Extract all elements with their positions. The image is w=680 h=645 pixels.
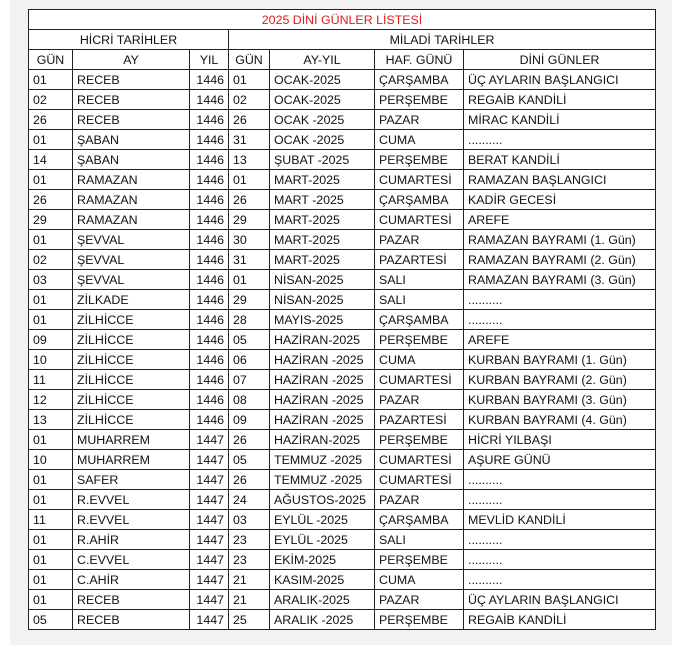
hicri-day-cell: 11 (29, 510, 73, 530)
month-year-cell: AĞUSTOS-2025 (270, 490, 375, 510)
miladi-day-cell: 09 (229, 410, 270, 430)
religious-day-cell: AREFE (464, 210, 656, 230)
weekday-cell: PAZAR (375, 230, 464, 250)
column-header-miladi-day: GÜN (229, 50, 270, 70)
miladi-day-cell: 01 (229, 270, 270, 290)
hicri-month-cell: RECEB (73, 110, 190, 130)
hicri-day-cell: 29 (29, 210, 73, 230)
religious-day-cell: .......... (464, 490, 656, 510)
hicri-day-cell: 01 (29, 290, 73, 310)
miladi-day-cell: 07 (229, 370, 270, 390)
weekday-cell: PAZARTESİ (375, 410, 464, 430)
hicri-month-cell: ZİLHİCCE (73, 370, 190, 390)
miladi-day-cell: 31 (229, 130, 270, 150)
table-row (29, 270, 656, 290)
month-year-cell: KASIM-2025 (270, 570, 375, 590)
hicri-year-cell: 1446 (190, 190, 229, 210)
hicri-year-cell: 1446 (190, 250, 229, 270)
weekday-cell: PERŞEMBE (375, 90, 464, 110)
hicri-month-cell: RECEB (73, 70, 190, 90)
hicri-day-cell: 09 (29, 330, 73, 350)
table-row (29, 250, 656, 270)
religious-day-cell: .......... (464, 570, 656, 590)
weekday-cell: CUMA (375, 570, 464, 590)
miladi-day-cell: 31 (229, 250, 270, 270)
hicri-month-cell: ŞEVVAL (73, 270, 190, 290)
hicri-year-cell: 1446 (190, 370, 229, 390)
hicri-month-cell: ŞABAN (73, 150, 190, 170)
hicri-month-cell: ZİLHİCCE (73, 350, 190, 370)
table-title: 2025 DİNİ GÜNLER LİSTESİ (29, 10, 656, 30)
hicri-month-cell: RECEB (73, 610, 190, 630)
hicri-month-cell: ZİLHİCCE (73, 330, 190, 350)
weekday-cell: SALI (375, 290, 464, 310)
column-header-hicri-year: YIL (190, 50, 229, 70)
hicri-month-cell: ZİLKADE (73, 290, 190, 310)
hicri-year-cell: 1447 (190, 450, 229, 470)
weekday-cell: ÇARŞAMBA (375, 70, 464, 90)
month-year-cell: OCAK -2025 (270, 130, 375, 150)
religious-day-cell: ÜÇ AYLARIN BAŞLANGICI (464, 590, 656, 610)
religious-day-cell: MİRAC KANDİLİ (464, 110, 656, 130)
weekday-cell: PERŞEMBE (375, 550, 464, 570)
hicri-year-cell: 1446 (190, 150, 229, 170)
hicri-year-cell: 1446 (190, 170, 229, 190)
miladi-day-cell: 21 (229, 570, 270, 590)
miladi-day-cell: 23 (229, 550, 270, 570)
month-year-cell: ARALIK -2025 (270, 610, 375, 630)
religious-day-cell: .......... (464, 130, 656, 150)
hicri-year-cell: 1447 (190, 570, 229, 590)
hicri-day-cell: 13 (29, 410, 73, 430)
month-year-cell: TEMMUZ -2025 (270, 450, 375, 470)
table-row (29, 90, 656, 110)
hicri-month-cell: C.AHİR (73, 570, 190, 590)
table-row (29, 510, 656, 530)
religious-day-cell: RAMAZAN BAYRAMI (3. Gün) (464, 270, 656, 290)
hicri-day-cell: 26 (29, 110, 73, 130)
hicri-year-cell: 1447 (190, 430, 229, 450)
hicri-day-cell: 10 (29, 450, 73, 470)
month-year-cell: EKİM-2025 (270, 550, 375, 570)
table-row (29, 590, 656, 610)
miladi-day-cell: 26 (229, 470, 270, 490)
miladi-day-cell: 08 (229, 390, 270, 410)
miladi-day-cell: 21 (229, 590, 270, 610)
month-year-cell: ARALIK-2025 (270, 590, 375, 610)
hicri-month-cell: RAMAZAN (73, 170, 190, 190)
miladi-day-cell: 03 (229, 510, 270, 530)
religious-day-cell: ÜÇ AYLARIN BAŞLANGICI (464, 70, 656, 90)
month-year-cell: MART-2025 (270, 230, 375, 250)
month-year-cell: MART-2025 (270, 210, 375, 230)
month-year-cell: OCAK -2025 (270, 110, 375, 130)
month-year-cell: ŞUBAT -2025 (270, 150, 375, 170)
hicri-month-cell: RAMAZAN (73, 190, 190, 210)
weekday-cell: CUMARTESİ (375, 450, 464, 470)
table-row (29, 470, 656, 490)
hicri-day-cell: 01 (29, 590, 73, 610)
table-row (29, 210, 656, 230)
religious-day-cell: KADİR GECESİ (464, 190, 656, 210)
weekday-cell: PAZAR (375, 390, 464, 410)
hicri-month-cell: ŞEVVAL (73, 250, 190, 270)
column-header-row (29, 50, 656, 70)
miladi-day-cell: 28 (229, 310, 270, 330)
hicri-day-cell: 01 (29, 230, 73, 250)
table-row (29, 410, 656, 430)
miladi-day-cell: 25 (229, 610, 270, 630)
miladi-day-cell: 01 (229, 70, 270, 90)
table-row (29, 610, 656, 630)
hicri-year-cell: 1446 (190, 230, 229, 250)
religious-day-cell: .......... (464, 550, 656, 570)
title-row (29, 10, 656, 30)
weekday-cell: ÇARŞAMBA (375, 310, 464, 330)
hicri-day-cell: 01 (29, 530, 73, 550)
hicri-month-cell: ŞABAN (73, 130, 190, 150)
miladi-day-cell: 02 (229, 90, 270, 110)
month-year-cell: HAZİRAN -2025 (270, 370, 375, 390)
hicri-day-cell: 11 (29, 370, 73, 390)
miladi-day-cell: 24 (229, 490, 270, 510)
weekday-cell: SALI (375, 530, 464, 550)
weekday-cell: CUMARTESİ (375, 470, 464, 490)
hicri-day-cell: 01 (29, 70, 73, 90)
month-year-cell: HAZİRAN -2025 (270, 350, 375, 370)
table-row (29, 530, 656, 550)
weekday-cell: SALI (375, 270, 464, 290)
hicri-year-cell: 1447 (190, 610, 229, 630)
religious-day-cell: .......... (464, 290, 656, 310)
hicri-year-cell: 1447 (190, 550, 229, 570)
hicri-year-cell: 1446 (190, 310, 229, 330)
religious-day-cell: .......... (464, 310, 656, 330)
hicri-month-cell: RECEB (73, 590, 190, 610)
miladi-day-cell: 26 (229, 110, 270, 130)
hicri-month-cell: C.EVVEL (73, 550, 190, 570)
hicri-year-cell: 1446 (190, 330, 229, 350)
hicri-day-cell: 01 (29, 570, 73, 590)
hicri-day-cell: 01 (29, 430, 73, 450)
table-row (29, 230, 656, 250)
table-row (29, 490, 656, 510)
table-row (29, 390, 656, 410)
religious-day-cell: .......... (464, 530, 656, 550)
hicri-month-cell: ŞEVVAL (73, 230, 190, 250)
table-row (29, 130, 656, 150)
hicri-month-cell: R.AHİR (73, 530, 190, 550)
miladi-day-cell: 05 (229, 450, 270, 470)
table-row (29, 190, 656, 210)
weekday-cell: ÇARŞAMBA (375, 510, 464, 530)
religious-days-table (28, 9, 656, 630)
weekday-cell: PERŞEMBE (375, 330, 464, 350)
hicri-year-cell: 1446 (190, 210, 229, 230)
hicri-month-cell: ZİLHİCCE (73, 410, 190, 430)
table-row (29, 310, 656, 330)
miladi-day-cell: 13 (229, 150, 270, 170)
weekday-cell: PAZAR (375, 490, 464, 510)
miladi-day-cell: 06 (229, 350, 270, 370)
hicri-day-cell: 01 (29, 170, 73, 190)
miladi-group-header: MİLADİ TARİHLER (229, 30, 656, 50)
month-year-cell: HAZİRAN-2025 (270, 330, 375, 350)
hicri-day-cell: 10 (29, 350, 73, 370)
miladi-day-cell: 29 (229, 210, 270, 230)
religious-day-cell: REGAİB KANDİLİ (464, 90, 656, 110)
month-year-cell: EYLÜL -2025 (270, 530, 375, 550)
month-year-cell: MART -2025 (270, 190, 375, 210)
hicri-day-cell: 14 (29, 150, 73, 170)
table-row (29, 370, 656, 390)
hicri-month-cell: ZİLHİCCE (73, 310, 190, 330)
weekday-cell: PERŞEMBE (375, 150, 464, 170)
hicri-year-cell: 1447 (190, 510, 229, 530)
hicri-year-cell: 1446 (190, 110, 229, 130)
table-row (29, 290, 656, 310)
miladi-day-cell: 01 (229, 170, 270, 190)
column-header-hicri-month: AY (73, 50, 190, 70)
table-row (29, 350, 656, 370)
column-header-month-year: AY-YIL (270, 50, 375, 70)
weekday-cell: CUMA (375, 350, 464, 370)
hicri-day-cell: 01 (29, 130, 73, 150)
religious-day-cell: KURBAN BAYRAMI (4. Gün) (464, 410, 656, 430)
table-row (29, 70, 656, 90)
hicri-year-cell: 1446 (190, 270, 229, 290)
hicri-day-cell: 02 (29, 250, 73, 270)
hicri-month-cell: SAFER (73, 470, 190, 490)
hicri-month-cell: RAMAZAN (73, 210, 190, 230)
miladi-day-cell: 05 (229, 330, 270, 350)
month-year-cell: OCAK-2025 (270, 90, 375, 110)
religious-day-cell: KURBAN BAYRAMI (3. Gün) (464, 390, 656, 410)
miladi-day-cell: 29 (229, 290, 270, 310)
religious-day-cell: AREFE (464, 330, 656, 350)
hicri-month-cell: R.EVVEL (73, 510, 190, 530)
weekday-cell: PAZARTESİ (375, 250, 464, 270)
hicri-day-cell: 01 (29, 550, 73, 570)
weekday-cell: PAZAR (375, 110, 464, 130)
table-row (29, 170, 656, 190)
hicri-day-cell: 02 (29, 90, 73, 110)
weekday-cell: CUMA (375, 130, 464, 150)
hicri-day-cell: 01 (29, 490, 73, 510)
religious-day-cell: MEVLİD KANDİLİ (464, 510, 656, 530)
miladi-day-cell: 26 (229, 190, 270, 210)
table-row (29, 330, 656, 350)
religious-day-cell: REGAİB KANDİLİ (464, 610, 656, 630)
hicri-month-cell: MUHARREM (73, 430, 190, 450)
hicri-day-cell: 26 (29, 190, 73, 210)
hicri-year-cell: 1447 (190, 590, 229, 610)
hicri-day-cell: 03 (29, 270, 73, 290)
religious-day-cell: RAMAZAN BAYRAMI (2. Gün) (464, 250, 656, 270)
month-year-cell: HAZİRAN -2025 (270, 390, 375, 410)
hicri-day-cell: 05 (29, 610, 73, 630)
religious-day-cell: AŞURE GÜNÜ (464, 450, 656, 470)
hicri-year-cell: 1447 (190, 530, 229, 550)
weekday-cell: PAZAR (375, 590, 464, 610)
hicri-day-cell: 12 (29, 390, 73, 410)
month-year-cell: OCAK-2025 (270, 70, 375, 90)
religious-day-cell: KURBAN BAYRAMI (2. Gün) (464, 370, 656, 390)
weekday-cell: PERŞEMBE (375, 430, 464, 450)
table-row (29, 450, 656, 470)
column-header-weekday: HAF. GÜNÜ (375, 50, 464, 70)
table-row (29, 150, 656, 170)
month-year-cell: NİSAN-2025 (270, 270, 375, 290)
religious-day-cell: HİCRİ YILBAŞI (464, 430, 656, 450)
hicri-year-cell: 1446 (190, 390, 229, 410)
hicri-year-cell: 1446 (190, 410, 229, 430)
religious-day-cell: .......... (464, 470, 656, 490)
weekday-cell: CUMARTESİ (375, 170, 464, 190)
table-row (29, 550, 656, 570)
month-year-cell: MART-2025 (270, 250, 375, 270)
hicri-year-cell: 1446 (190, 290, 229, 310)
hicri-year-cell: 1446 (190, 70, 229, 90)
table-row (29, 570, 656, 590)
hicri-month-cell: RECEB (73, 90, 190, 110)
weekday-cell: CUMARTESİ (375, 370, 464, 390)
hicri-year-cell: 1447 (190, 470, 229, 490)
hicri-year-cell: 1446 (190, 350, 229, 370)
hicri-month-cell: R.EVVEL (73, 490, 190, 510)
religious-day-cell: KURBAN BAYRAMI (1. Gün) (464, 350, 656, 370)
miladi-day-cell: 23 (229, 530, 270, 550)
religious-day-cell: RAMAZAN BAYRAMI (1. Gün) (464, 230, 656, 250)
religious-day-cell: RAMAZAN BAŞLANGICI (464, 170, 656, 190)
table-body (29, 70, 656, 630)
weekday-cell: CUMARTESİ (375, 210, 464, 230)
hicri-day-cell: 01 (29, 470, 73, 490)
column-header-religious-day: DİNİ GÜNLER (464, 50, 656, 70)
hicri-month-cell: ZİLHİCCE (73, 390, 190, 410)
table-row (29, 110, 656, 130)
month-year-cell: HAZİRAN -2025 (270, 410, 375, 430)
hicri-year-cell: 1446 (190, 90, 229, 110)
miladi-day-cell: 30 (229, 230, 270, 250)
column-header-hicri-day: GÜN (29, 50, 73, 70)
table-row (29, 430, 656, 450)
month-year-cell: MART-2025 (270, 170, 375, 190)
hicri-year-cell: 1446 (190, 130, 229, 150)
month-year-cell: EYLÜL -2025 (270, 510, 375, 530)
month-year-cell: TEMMUZ -2025 (270, 470, 375, 490)
month-year-cell: NİSAN-2025 (270, 290, 375, 310)
group-header-row (29, 30, 656, 50)
religious-day-cell: BERAT KANDİLİ (464, 150, 656, 170)
weekday-cell: PERŞEMBE (375, 610, 464, 630)
miladi-day-cell: 26 (229, 430, 270, 450)
weekday-cell: ÇARŞAMBA (375, 190, 464, 210)
month-year-cell: HAZİRAN-2025 (270, 430, 375, 450)
hicri-month-cell: MUHARREM (73, 450, 190, 470)
hicri-year-cell: 1447 (190, 490, 229, 510)
hicri-group-header: HİCRİ TARİHLER (29, 30, 229, 50)
hicri-day-cell: 01 (29, 310, 73, 330)
month-year-cell: MAYIS-2025 (270, 310, 375, 330)
